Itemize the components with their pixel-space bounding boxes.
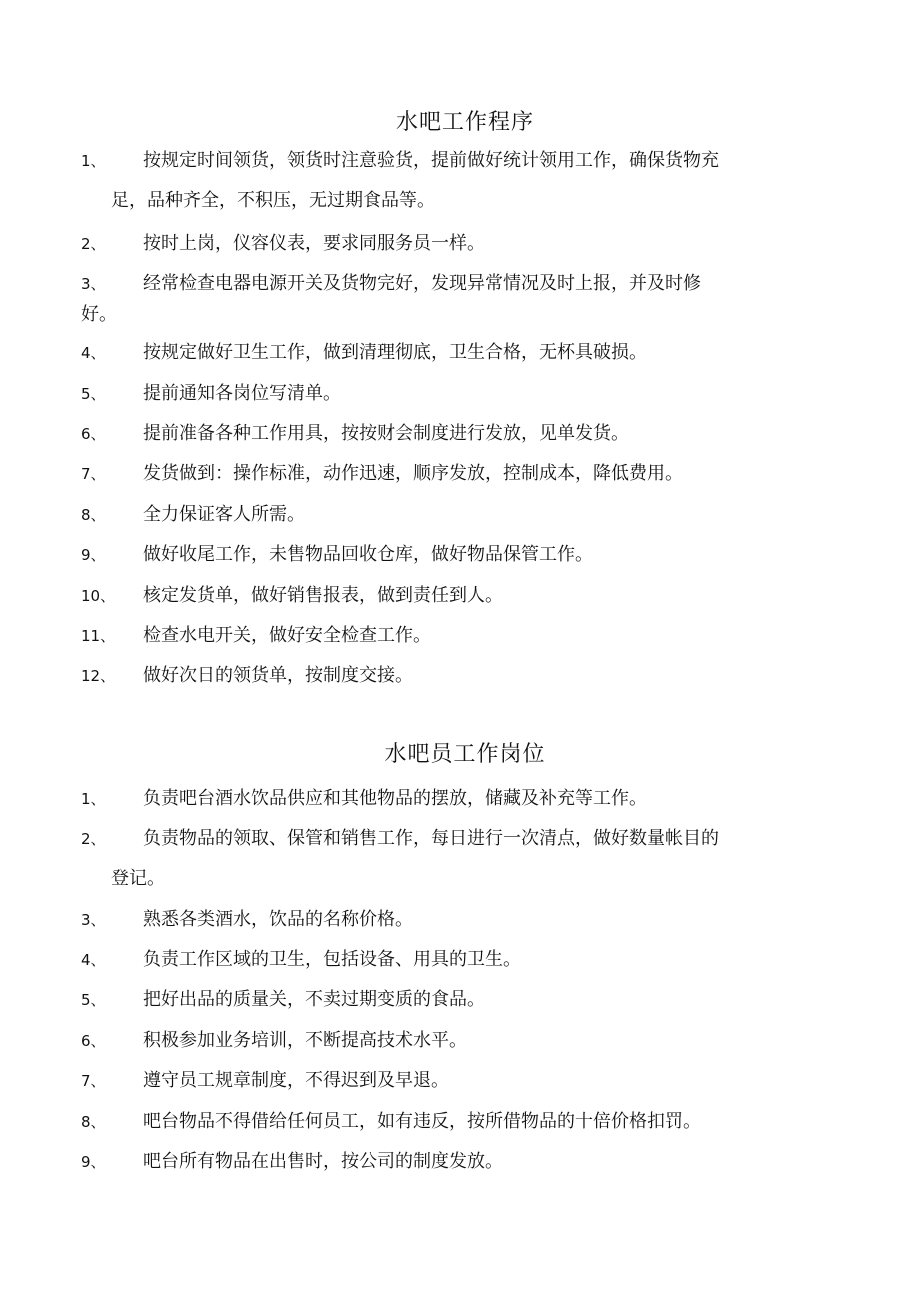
item-text: 做好次日的领货单，按制度交接。 bbox=[143, 665, 413, 686]
item-text: 做好收尾工作，未售物品回收仓库，做好物品保管工作。 bbox=[143, 544, 593, 565]
item-number: 3、 bbox=[81, 275, 106, 293]
item-text: 积极参加业务培训，不断提高技术水平。 bbox=[143, 1030, 467, 1051]
item-text: 负责物品的领取、保管和销售工作，每日进行一次清点，做好数量帐目的 bbox=[143, 828, 719, 849]
item-text: 经常检查电器电源开关及货物完好，发现异常情况及时上报，并及时修 bbox=[143, 273, 701, 294]
section-title-work-procedure: 水吧工作程序 bbox=[395, 110, 534, 135]
section-title-job-duties: 水吧员工作岗位 bbox=[384, 742, 546, 767]
item-text: 全力保证客人所需。 bbox=[143, 504, 305, 525]
item-number: 12、 bbox=[81, 667, 116, 685]
item-text: 负责吧台酒水饮品供应和其他物品的摆放，储藏及补充等工作。 bbox=[143, 788, 647, 809]
item-number: 1、 bbox=[81, 152, 106, 170]
item-number: 3、 bbox=[81, 911, 106, 929]
item-number: 9、 bbox=[81, 1153, 106, 1171]
item-text: 负责工作区域的卫生，包括设备、用具的卫生。 bbox=[143, 949, 521, 970]
item-number: 8、 bbox=[81, 506, 106, 524]
item-number: 2、 bbox=[81, 235, 106, 253]
item-text: 发货做到：操作标准，动作迅速，顺序发放，控制成本，降低费用。 bbox=[143, 463, 683, 484]
item-text: 遵守员工规章制度，不得迟到及早退。 bbox=[143, 1070, 449, 1091]
item-text: 提前通知各岗位写清单。 bbox=[143, 383, 341, 404]
item-text-continuation: 好。 bbox=[81, 304, 117, 325]
item-text-continuation: 登记。 bbox=[111, 868, 165, 889]
item-text: 把好出品的质量关，不卖过期变质的食品。 bbox=[143, 989, 485, 1010]
item-text: 吧台物品不得借给任何员工，如有违反，按所借物品的十倍价格扣罚。 bbox=[143, 1111, 701, 1132]
item-text: 检查水电开关，做好安全检查工作。 bbox=[143, 625, 431, 646]
item-text: 提前准备各种工作用具，按按财会制度进行发放，见单发货。 bbox=[143, 423, 629, 444]
item-text: 按规定做好卫生工作，做到清理彻底，卫生合格，无杯具破损。 bbox=[143, 342, 647, 363]
item-text: 按规定时间领货，领货时注意验货，提前做好统计领用工作，确保货物充 bbox=[143, 150, 719, 171]
item-number: 1、 bbox=[81, 790, 106, 808]
item-number: 6、 bbox=[81, 1032, 106, 1050]
item-number: 7、 bbox=[81, 1072, 106, 1090]
item-number: 7、 bbox=[81, 465, 106, 483]
item-number: 6、 bbox=[81, 425, 106, 443]
item-text: 熟悉各类酒水，饮品的名称价格。 bbox=[143, 909, 413, 930]
item-text: 按时上岗，仪容仪表，要求同服务员一样。 bbox=[143, 233, 485, 254]
item-text: 核定发货单，做好销售报表，做到责任到人。 bbox=[143, 585, 503, 606]
item-number: 11、 bbox=[81, 627, 116, 645]
item-number: 5、 bbox=[81, 991, 106, 1009]
item-number: 10、 bbox=[81, 587, 116, 605]
item-number: 8、 bbox=[81, 1113, 106, 1131]
item-number: 4、 bbox=[81, 344, 106, 362]
item-text-continuation: 足，品种齐全，不积压，无过期食品等。 bbox=[111, 190, 435, 211]
item-number: 5、 bbox=[81, 385, 106, 403]
item-number: 4、 bbox=[81, 951, 106, 969]
item-number: 2、 bbox=[81, 830, 106, 848]
item-text: 吧台所有物品在出售时，按公司的制度发放。 bbox=[143, 1151, 503, 1172]
item-number: 9、 bbox=[81, 546, 106, 564]
